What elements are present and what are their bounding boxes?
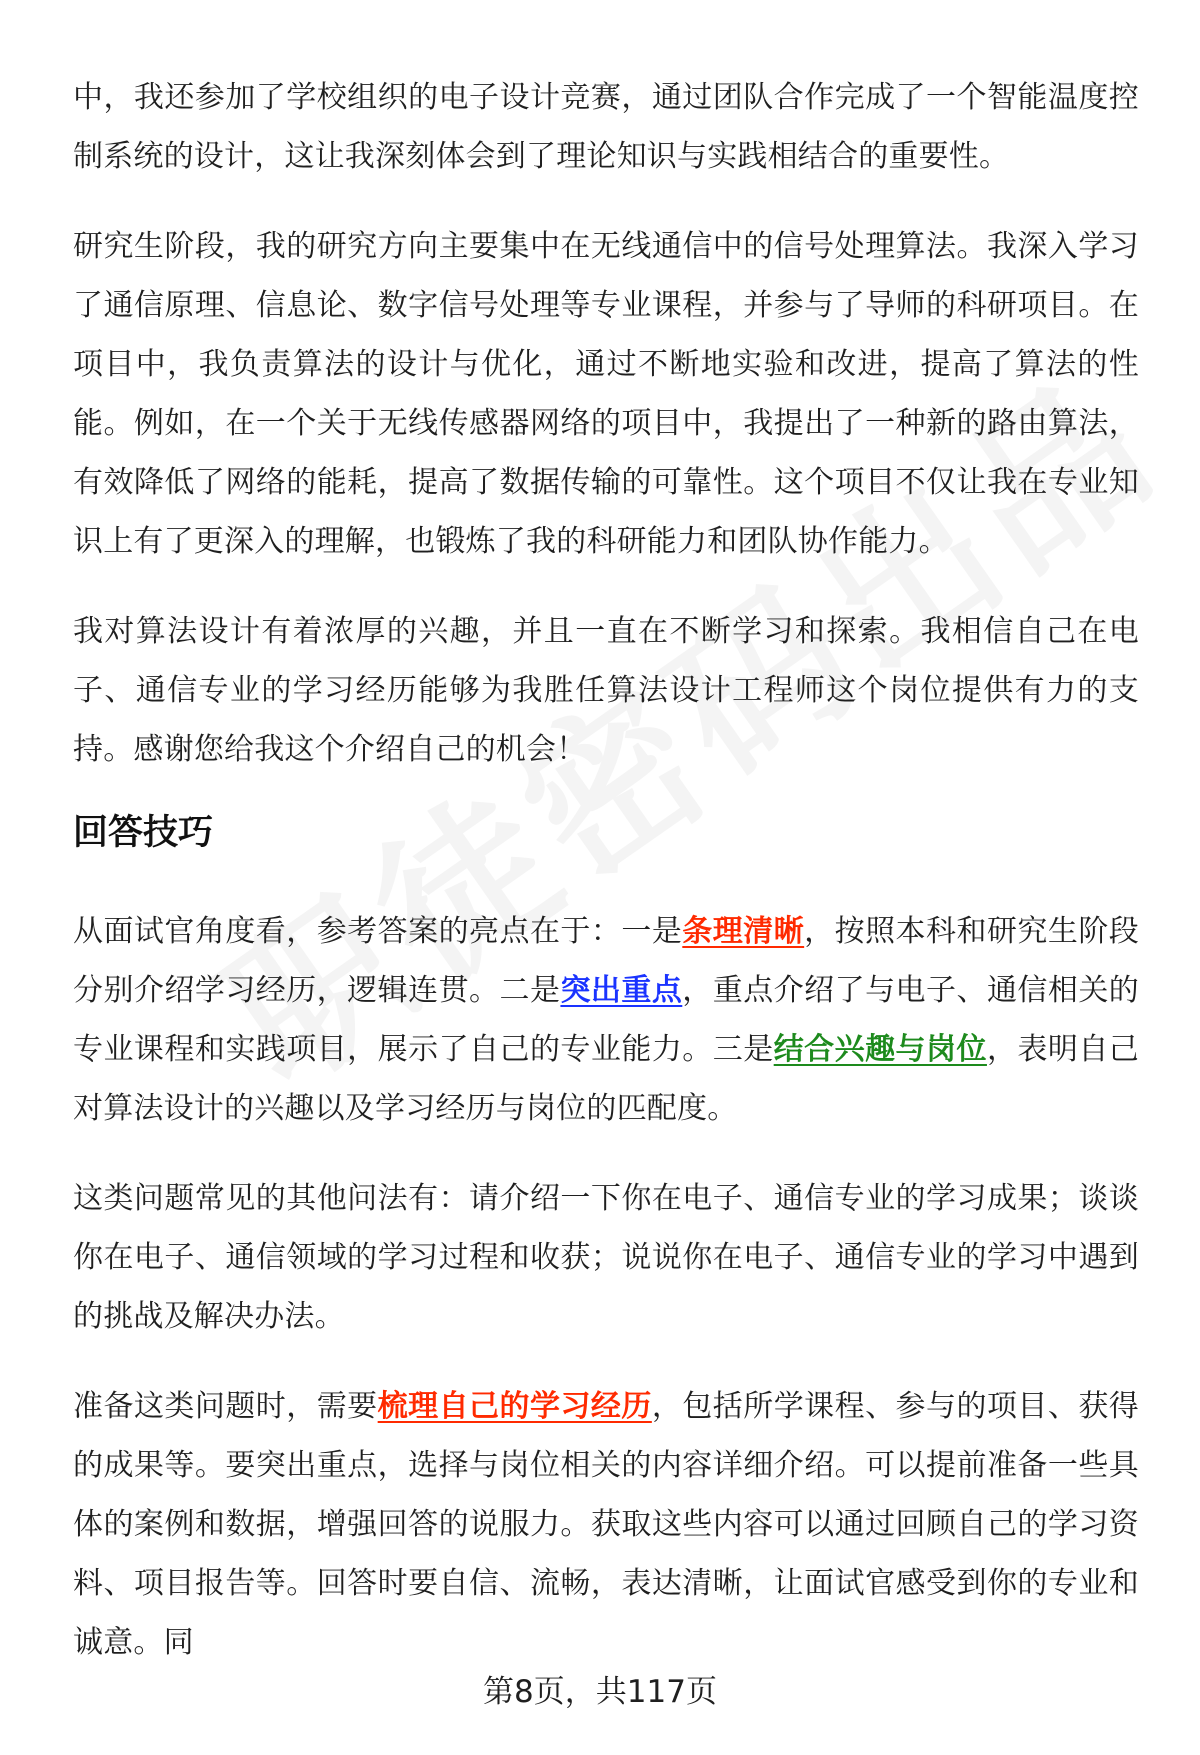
highlight-sort-learning-experience: 梳理自己的学习经历 <box>377 1389 652 1424</box>
section-heading-answer-tips: 回答技巧 <box>73 813 214 853</box>
para4-text-3: ，重点介绍了与电子、通信相关的专业课程和实践项目，展示了自己的专业能力。三是 <box>73 973 1139 1067</box>
page-number-footer: 第8页，共117页 <box>483 1674 717 1710</box>
paragraph-graduate-stage: 研究生阶段，我的研究方向主要集中在无线通信中的信号处理算法。我深入学习了通信原理、信息论、数字信号处理等专业课程，并参与了导师的科研项目。在项目中，我负责算法的设计与优化，通过不断地实验和改进，提高了算法的性能。例如，在一个关于无线传感器网络的项目中，我提出了一种新的路由算法，有效降低了网络的能耗，提高了数据传输的可靠性。这个项目不仅让我在专业知识上有了更深入的理解，也锻炼了我的科研能力和团队协作能力。 <box>73 229 1139 559</box>
highlight-clear-structure: 条理清晰 <box>682 914 805 949</box>
paragraph-preparation <box>73 1377 1139 1672</box>
para4-text-4: ，表明自己对算法设计的兴趣以及学习经历与岗位的匹配度。 <box>73 1032 1139 1126</box>
para6-text-1: 准备这类问题时，需要 <box>73 1389 378 1424</box>
highlight-interest-and-role: 结合兴趣与岗位 <box>773 1032 987 1067</box>
highlight-key-points: 突出重点 <box>560 973 683 1008</box>
paragraph-interest-closing: 我对算法设计有着浓厚的兴趣，并且一直在不断学习和探索。我相信自己在电子、通信专业的学习经历能够为我胜任算法设计工程师这个岗位提供有力的支持。感谢您给我这个介绍自己的机会！ <box>73 614 1139 767</box>
para6-text-2: ，包括所学课程、参与的项目、获得的成果等。要突出重点，选择与岗位相关的内容详细介绍。可以提前准备一些具体的案例和数据，增强回答的说服力。获取这些内容可以通过回顾自己的学习资料、项目报告等。回答时要自信、流畅，表达清晰，让面试官感受到你的专业和诚意。同 <box>73 1389 1140 1660</box>
paragraph-other-phrasings: 这类问题常见的其他问法有：请介绍一下你在电子、通信专业的学习成果；谈谈你在电子、通信领域的学习过程和收获；说说你在电子、通信专业的学习中遇到的挑战及解决办法。 <box>73 1181 1139 1334</box>
paragraph-undergrad-continued: 中，我还参加了学校组织的电子设计竞赛，通过团队合作完成了一个智能温度控制系统的设计，这让我深刻体会到了理论知识与实践相结合的重要性。 <box>73 80 1139 174</box>
para4-text-1: 从面试官角度看，参考答案的亮点在于：一是 <box>73 914 683 949</box>
paragraph-interviewer-perspective <box>73 902 1139 1138</box>
document-body <box>73 68 1139 1703</box>
para4-text-2: ，按照本科和研究生阶段分别介绍学习经历，逻辑连贯。二是 <box>73 914 1139 1008</box>
